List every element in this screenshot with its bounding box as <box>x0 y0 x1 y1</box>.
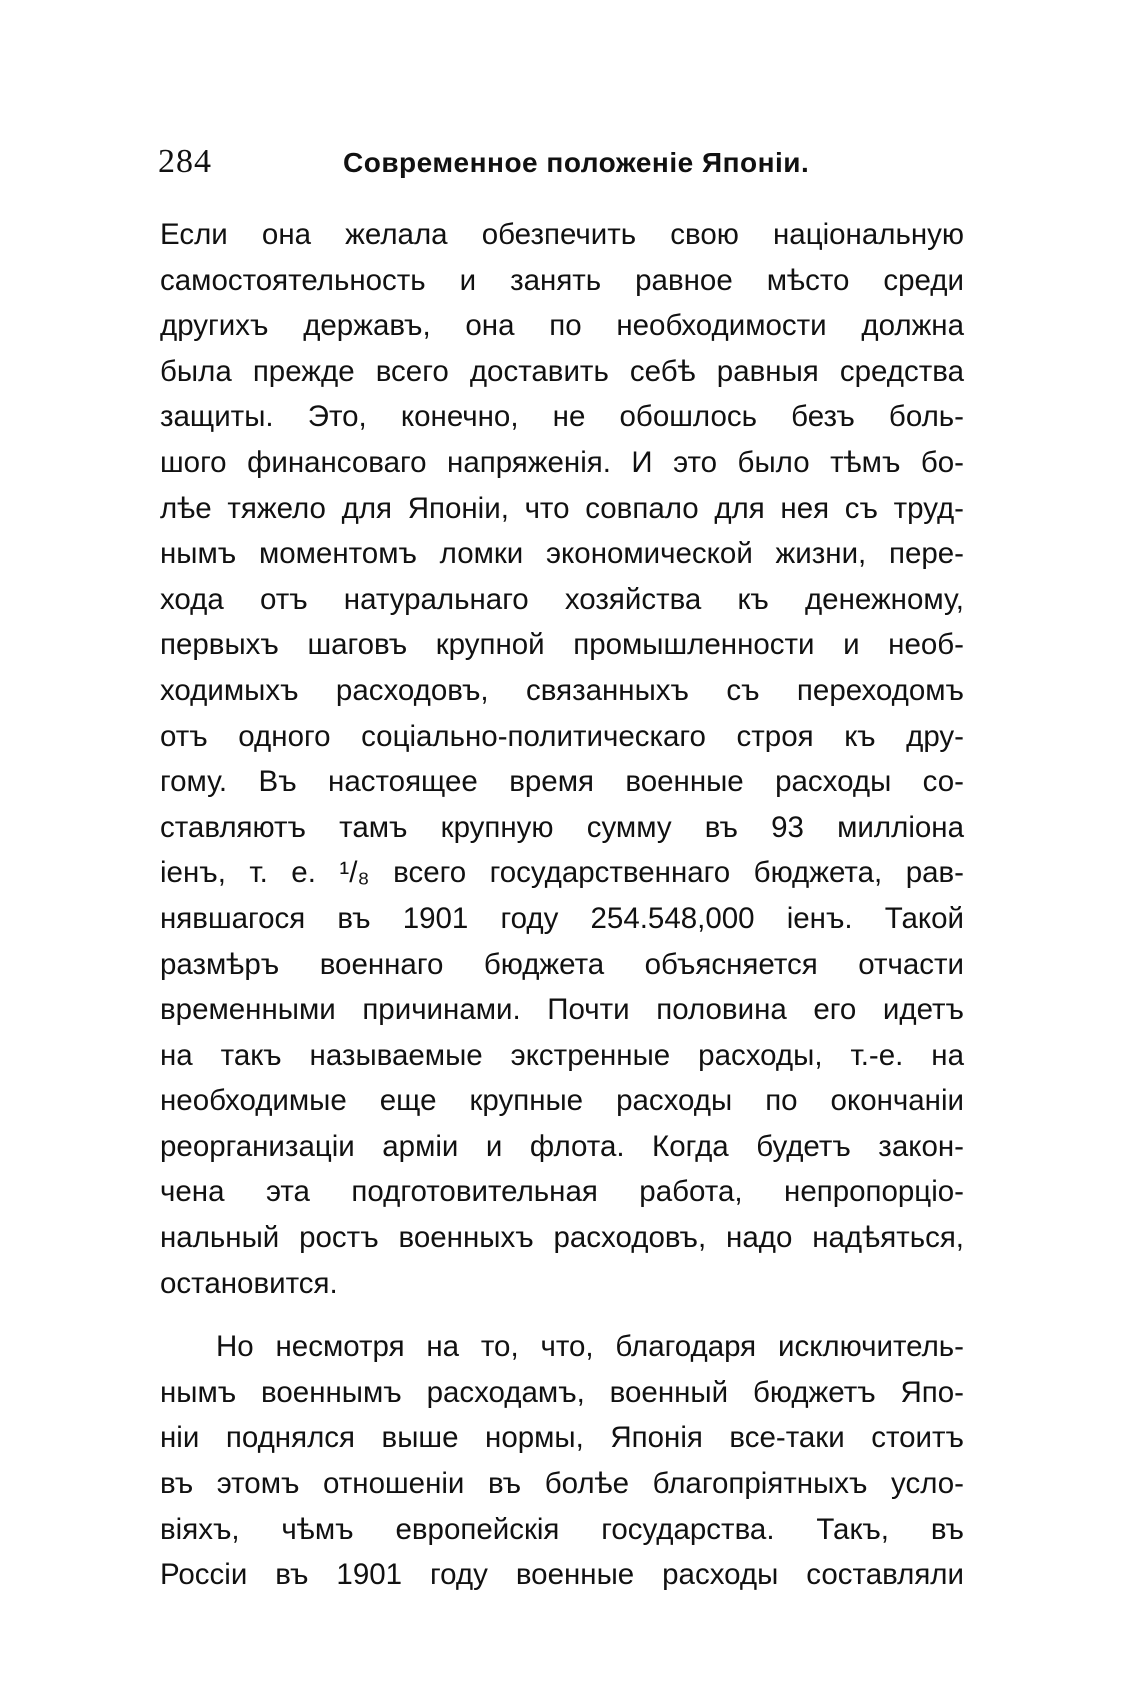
text-line: Если она желала обезпечить свою нацiональную <box>160 218 964 251</box>
paragraph-gap <box>160 1306 964 1324</box>
text-line: Но несмотря на то, что, благодаря исключитель- <box>216 1330 964 1364</box>
text-line: временными причинами. Почти половина его идетъ <box>160 993 964 1027</box>
text-line: отъ одного соцiально-политическаго строя къ дру- <box>160 719 964 753</box>
text-line: защиты. Это, конечно, не обошлось безъ боль- <box>160 400 964 434</box>
text-line: реорганизацiи армiи и флота. Когда будетъ закон- <box>160 1129 964 1163</box>
text-line: вiяхъ, чѣмъ европейскiя государства. Такъ, въ <box>160 1512 964 1546</box>
text-line: первыхъ шаговъ крупной промышленности и необ- <box>160 628 964 662</box>
text-line: остановится. <box>160 1266 338 1300</box>
text-line: нымъ моментомъ ломки экономической жизни, пере- <box>160 537 964 571</box>
text-line: нальный ростъ военныхъ расходовъ, надо надѣяться, <box>160 1221 964 1255</box>
running-title: Современное положенie Японiи. <box>343 147 810 178</box>
body-text <box>160 212 964 1598</box>
text-line: хода отъ натуральнаго хозяйства къ денежному, <box>160 582 964 616</box>
paragraph-2 <box>160 1324 964 1598</box>
text-line: ставляютъ тамъ крупную сумму въ 93 миллiона <box>160 810 964 844</box>
text-line: на такъ называемые экстренные расходы, т.-е. на <box>160 1038 964 1072</box>
text-line: была прежде всего доставить себѣ равныя средства <box>160 354 964 388</box>
text-line: размѣръ военнаго бюджета объясняется отчасти <box>160 947 964 981</box>
text-line: ходимыхъ расходовъ, связанныхъ съ переходомъ <box>160 673 964 707</box>
text-line: самостоятельность и занять равное мѣсто среди <box>160 263 964 297</box>
text-line: въ этомъ отношенiи въ болѣе благопрiятныхъ усло- <box>160 1467 964 1501</box>
text-line: необходимые еще крупные расходы по окончанiи <box>160 1084 964 1118</box>
text-line: iенъ, т. е. ¹/₈ всего государственнаго бюджета, рав- <box>160 856 964 890</box>
text-line: нiи поднялся выше нормы, Японiя все-таки стоитъ <box>160 1421 964 1455</box>
text-line: другихъ державъ, она по необходимости должна <box>160 309 964 343</box>
text-line: нымъ военнымъ расходамъ, военный бюджетъ Япо- <box>160 1375 964 1409</box>
text-line: нявшагося въ 1901 году 254.548,000 iенъ. Такой <box>160 901 964 935</box>
text-line: Россiи въ 1901 году военные расходы составляли <box>160 1558 964 1592</box>
text-line: шого финансоваго напряженiя. И это было тѣмъ бо- <box>160 445 964 479</box>
text-line: чена эта подготовительная работа, непропорцiо- <box>160 1175 964 1209</box>
text-line: лѣе тяжело для Японiи, что совпало для нея съ труд- <box>160 491 964 525</box>
text-line: гому. Въ настоящее время военные расходы со- <box>160 765 964 799</box>
page-number: 284 <box>158 143 212 180</box>
page-header <box>158 142 958 192</box>
paragraph-1 <box>160 212 964 1306</box>
